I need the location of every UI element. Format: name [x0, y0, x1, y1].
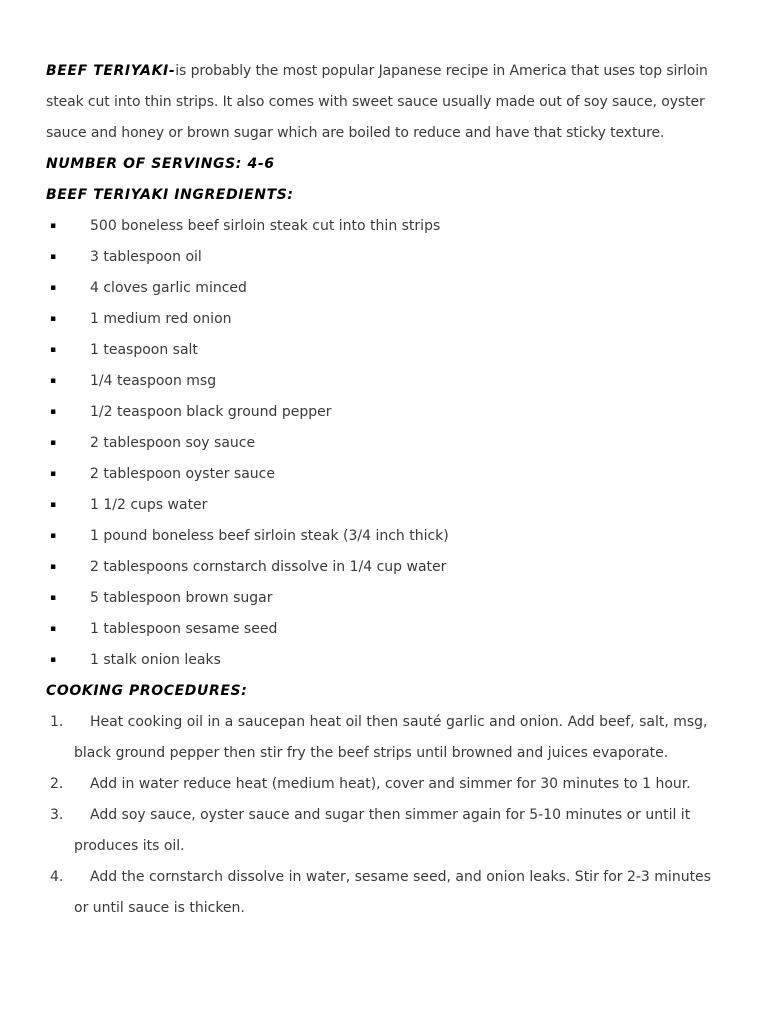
bullet-icon: ▪: [50, 438, 57, 448]
bullet-icon: ▪: [50, 376, 57, 386]
bullet-icon: ▪: [50, 500, 57, 510]
bullet-icon: ▪: [50, 562, 57, 572]
step-number: 3.: [50, 807, 64, 823]
ingredient-text: 1/2 teaspoon black ground pepper: [90, 404, 332, 420]
ingredient-text: 500 boneless beef sirloin steak cut into thin strips: [90, 218, 441, 234]
ingredient-item: [46, 645, 728, 676]
ingredient-item: [46, 459, 728, 490]
ingredient-item: [46, 397, 728, 428]
step-text: Add the cornstarch dissolve in water, sesame seed, and onion leaks. Stir for 2-3 minutes or until sauce is thicken.: [74, 869, 711, 916]
bullet-icon: ▪: [50, 531, 57, 541]
ingredient-text: 1 1/2 cups water: [90, 497, 208, 513]
intro-paragraph: [46, 56, 728, 149]
ingredient-item: [46, 211, 728, 242]
bullet-icon: ▪: [50, 314, 57, 324]
ingredient-text: 1 teaspoon salt: [90, 342, 198, 358]
bullet-icon: ▪: [50, 283, 57, 293]
bullet-icon: ▪: [50, 221, 57, 231]
ingredient-text: 1 pound boneless beef sirloin steak (3/4 inch thick): [90, 528, 449, 544]
procedure-step: [46, 800, 728, 862]
ingredient-item: [46, 273, 728, 304]
ingredient-text: 3 tablespoon oil: [90, 249, 202, 265]
ingredient-text: 1/4 teaspoon msg: [90, 373, 217, 389]
step-number: 2.: [50, 776, 64, 792]
servings-heading: NUMBER OF SERVINGS: 4-6: [46, 156, 275, 172]
ingredient-item: [46, 366, 728, 397]
bullet-icon: ▪: [50, 593, 57, 603]
ingredient-item: [46, 583, 728, 614]
bullet-icon: ▪: [50, 252, 57, 262]
ingredient-text: 4 cloves garlic minced: [90, 280, 247, 296]
ingredients-heading: BEEF TERIYAKI INGREDIENTS:: [46, 187, 294, 203]
ingredient-item: [46, 521, 728, 552]
step-number: 1.: [50, 714, 64, 730]
ingredient-item: [46, 304, 728, 335]
step-text: Add soy sauce, oyster sauce and sugar then simmer again for 5-10 minutes or until it produces its oil.: [74, 807, 691, 854]
ingredients-list: [46, 211, 728, 676]
ingredient-text: 1 stalk onion leaks: [90, 652, 221, 668]
ingredient-item: [46, 552, 728, 583]
bullet-icon: ▪: [50, 407, 57, 417]
ingredient-item: [46, 242, 728, 273]
ingredient-item: [46, 428, 728, 459]
ingredient-item: [46, 490, 728, 521]
intro-text: is probably the most popular Japanese recipe in America that uses top sirloin steak cut into thin strips. It also comes with sweet sauce usually made out of soy sauce, oyster sauce and honey or brown sugar which are boiled to reduce and have that sticky texture.: [46, 63, 708, 141]
ingredient-text: 1 medium red onion: [90, 311, 232, 327]
ingredient-text: 2 tablespoon oyster sauce: [90, 466, 275, 482]
procedures-list: [46, 707, 728, 924]
step-text: Add in water reduce heat (medium heat), cover and simmer for 30 minutes to 1 hour.: [90, 776, 691, 792]
bullet-icon: ▪: [50, 655, 57, 665]
step-text: Heat cooking oil in a saucepan heat oil then sauté garlic and onion. Add beef, salt, msg, black ground pepper then stir fry the beef strips until browned and juices evaporate.: [74, 714, 708, 761]
procedures-heading: COOKING PROCEDURES:: [46, 683, 248, 699]
procedure-step: [46, 707, 728, 769]
bullet-icon: ▪: [50, 469, 57, 479]
recipe-title: BEEF TERIYAKI-: [46, 63, 176, 79]
procedure-step: [46, 862, 728, 924]
ingredient-item: [46, 335, 728, 366]
procedure-step: [46, 769, 728, 800]
ingredient-text: 2 tablespoon soy sauce: [90, 435, 256, 451]
step-number: 4.: [50, 869, 64, 885]
bullet-icon: ▪: [50, 624, 57, 634]
ingredient-text: 5 tablespoon brown sugar: [90, 590, 273, 606]
ingredient-text: 1 tablespoon sesame seed: [90, 621, 278, 637]
ingredient-item: [46, 614, 728, 645]
ingredient-text: 2 tablespoons cornstarch dissolve in 1/4 cup water: [90, 559, 447, 575]
bullet-icon: ▪: [50, 345, 57, 355]
